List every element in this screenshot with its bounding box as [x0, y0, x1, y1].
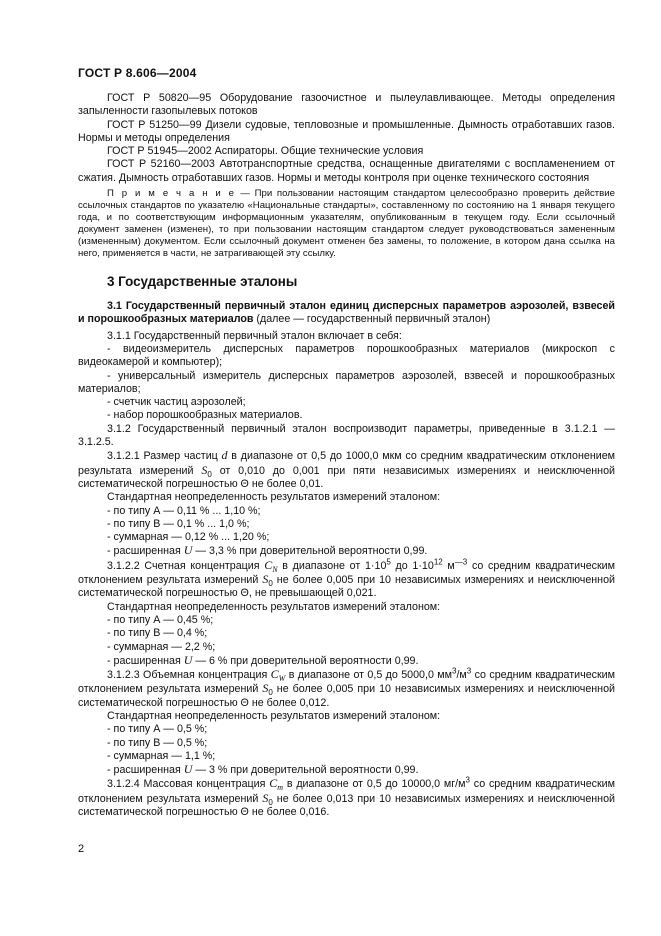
list-item	[78, 654, 615, 668]
list-item: - по типу В — 0,4 %;	[107, 627, 208, 640]
math-symbol: U	[183, 762, 193, 777]
list-item: - по типу А — 0,45 %;	[107, 613, 214, 626]
list-item: - по типу А — 0,11 % ... 1,10 %;	[107, 504, 261, 517]
clause-3-1-2-1	[78, 449, 615, 491]
text-run: до 1·10	[390, 559, 434, 572]
reference-item: ГОСТ Р 51945—2002 Аспираторы. Общие технические условия	[107, 145, 424, 158]
text-run: в диапазоне от 0,5 до 10000,0 мг/м	[283, 778, 466, 791]
clause-3-1-2-4	[78, 777, 615, 819]
subscript: m	[277, 783, 284, 793]
list-item: - суммарная — 0,12 % ... 1,20 %;	[107, 531, 270, 544]
text-run: в диапазоне от 1·10	[277, 559, 387, 572]
text-run: - расширенная	[107, 545, 184, 558]
superscript: 3	[466, 666, 472, 676]
math-symbol: S	[201, 462, 208, 477]
superscript: 3	[451, 666, 457, 676]
note-label: П р и м е ч а н и е	[107, 188, 236, 200]
note-paragraph	[78, 188, 615, 260]
subscript: 0	[268, 797, 273, 807]
text-run: - расширенная	[107, 654, 184, 667]
clause-3-1-2-2	[78, 559, 615, 601]
section-title: 3 Государственные эталоны	[107, 274, 298, 290]
clause-3-1-2-3	[78, 668, 615, 710]
page-number: 2	[78, 843, 85, 855]
reference-item: ГОСТ Р 51250—99 Дизели судовые, тепловозные и промышленные. Дымность отработавших газов. Нормы и методы определения	[78, 118, 615, 144]
math-symbol: S	[262, 572, 269, 587]
uncertainty-title: Стандартная неопределенность результатов измерений эталоном:	[107, 491, 441, 504]
text-run: со средним квадратическим отклонением результата измерений	[78, 778, 615, 805]
text-run: со средним квадратическим отклонением результата измерений	[78, 559, 615, 587]
list-item	[78, 763, 615, 777]
superscript: 3	[465, 775, 470, 785]
list-item: - набор порошкообразных материалов.	[107, 409, 303, 422]
subscript: 0	[207, 469, 212, 479]
uncertainty-title: Стандартная неопределенность результатов измерений эталоном:	[107, 709, 441, 722]
text-run: 3.1.2.1 Размер частиц	[107, 450, 222, 463]
subscript: 0	[268, 688, 273, 698]
subscript: W	[278, 674, 286, 684]
list-item: - счетчик частиц аэрозолей;	[107, 396, 246, 409]
reference-item: ГОСТ Р 52160—2003 Автотранспортные средства, оснащенные двигателями с воспламенением от сжатия. Дымность отработавших газов. Нормы и методы контроля при оценке технического состояния	[78, 158, 615, 184]
subscript: 0	[268, 579, 273, 589]
text-run: 3.1.2.4 Массовая концентрация	[107, 778, 270, 791]
text-run: - расширенная	[107, 764, 184, 777]
reference-item: ГОСТ Р 50820—95 Оборудование газоочистное и пылеулавливающее. Методы определения запыленности газопылевых потоков	[78, 92, 615, 118]
superscript: 12	[433, 557, 443, 567]
list-item	[78, 544, 615, 558]
text-run: — 3 % при доверительной вероятности 0,99.	[192, 764, 419, 777]
clause-3-1-1: 3.1.1 Государственный первичный эталон включает в себя:	[107, 329, 402, 342]
math-symbol: C	[264, 557, 273, 572]
text-run: от 0,010 до 0,001 при пяти независимых измерениях и неисключенной систематической погрешностью Θ не более 0,01.	[78, 464, 615, 490]
text-run: не более 0,005 при 10 независимых измерениях и неисключенной систематической погрешностью Θ, не превышающей 0,021.	[78, 574, 615, 600]
text-run: /м	[456, 669, 467, 682]
superscript: —3	[454, 557, 468, 567]
text-run: со средним квадратическим отклонением результата измерений	[78, 669, 615, 696]
list-item: - по типу В — 0,5 %;	[107, 736, 208, 749]
text-run: м	[442, 559, 455, 572]
note-text: — При пользовании настоящим стандартом целесообразно проверить действие ссылочных стандартов по указателю «Национальные стандарты», составленному по состоянию на 1 января текущего года, и по соответствующим информационным указателям, опубликованным в текущем году. Если ссылочный документ заменен (изменен), то при пользовании настоящим стандартом следует руководствоваться замененным (измененным) документом. Если ссылочный документ отменен без замены, то положение, в котором дана ссылка на него, применяется в части, не затрагивающей эту ссылку.	[78, 188, 615, 260]
list-item: - по типу В — 0,1 % ... 1,0 %;	[107, 517, 250, 530]
math-symbol: C	[270, 667, 279, 682]
text-run: 3.1.2.3 Объемная концентрация	[107, 669, 271, 682]
list-item: - видеоизмеритель дисперсных параметров порошкообразных материалов (микроскоп с видеокамерой и компьютер);	[78, 342, 615, 369]
subscript: N	[272, 564, 278, 574]
text-run: не более 0,005 при 10 независимых измерениях и неисключенной систематической погрешностью Θ не более 0,012.	[78, 683, 615, 709]
text-run: в диапазоне от 0,5 до 1000,0 мкм со средним квадратическим отклонением результата измерений	[78, 450, 615, 477]
math-symbol: S	[262, 790, 269, 805]
list-item: - по типу А — 0,5 %;	[107, 723, 208, 736]
math-symbol: U	[183, 652, 193, 667]
list-item: - универсальный измеритель дисперсных параметров аэрозолей, взвесей и порошкообразных материалов;	[78, 369, 615, 395]
text-run: — 6 % при доверительной вероятности 0,99.	[192, 654, 419, 667]
math-symbol: S	[262, 681, 269, 696]
list-item: - суммарная — 1,1 %;	[107, 749, 216, 762]
text-run: в диапазоне от 0,5 до 5000,0 мм	[285, 669, 452, 682]
text-run: — 3,3 % при доверительной вероятности 0,99.	[192, 545, 428, 558]
math-symbol: C	[269, 776, 278, 791]
math-symbol: U	[183, 543, 193, 558]
subsection-3-1	[78, 300, 615, 327]
list-item: - суммарная — 2,2 %;	[107, 640, 216, 653]
page-content	[78, 92, 615, 819]
page-header: ГОСТ Р 8.606—2004	[78, 66, 197, 80]
subsection-3-1-rest: (далее — государственный первичный эталон)	[253, 313, 491, 326]
subsection-3-1-heading: 3.1 Государственный первичный эталон единиц дисперсных параметров аэрозолей, взвесей и порошкообразных материалов	[78, 300, 615, 326]
text-run: 3.1.2.2 Счетная концентрация	[107, 559, 265, 572]
text-run: не более 0,013 при 10 независимых измерениях и неисключенной систематической погрешностью Θ не более 0,016.	[78, 792, 615, 819]
math-symbol: d	[221, 448, 228, 463]
clause-3-1-2: 3.1.2 Государственный первичный эталон воспроизводит параметры, приведенные в 3.1.2.1 — 3.1.2.5.	[78, 422, 615, 449]
superscript: 5	[386, 557, 391, 567]
uncertainty-title: Стандартная неопределенность результатов измерений эталоном:	[107, 600, 441, 613]
